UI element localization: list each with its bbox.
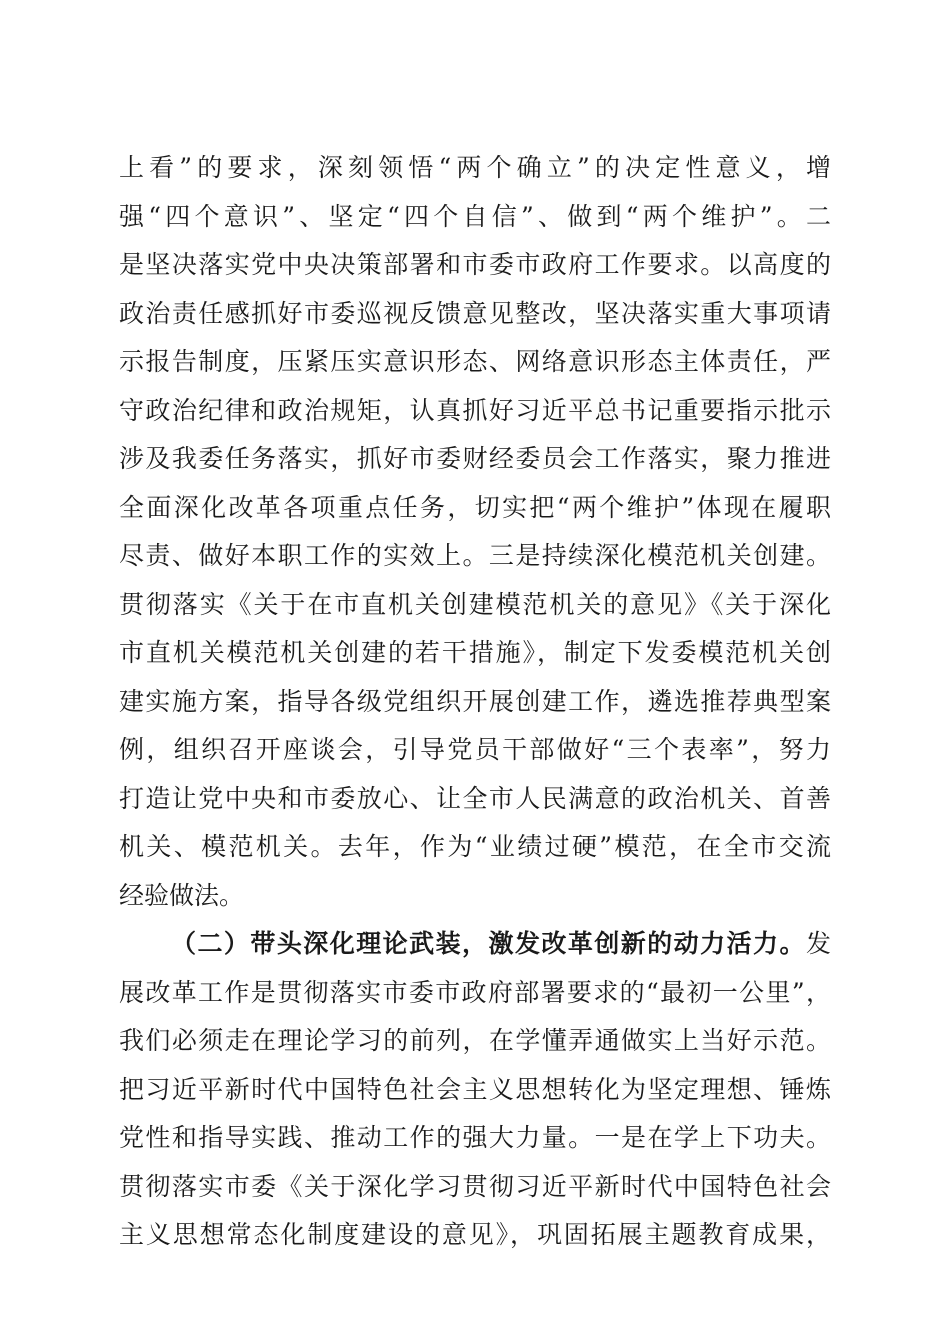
paragraph-1	[119, 144, 831, 920]
paragraph-2	[119, 920, 831, 1260]
text-line: 打造让党中央和市委放心、让全市人民满意的政治机关、首善	[119, 783, 831, 813]
text-line: 党性和指导实践、推动工作的强大力量。一是在学上下功夫。	[119, 1123, 831, 1152]
text-line: 守政治纪律和政治规矩，认真抓好习近平总书记重要指示批示	[119, 395, 831, 425]
text-line: 把习近平新时代中国特色社会主义思想转化为坚定理想、锤炼	[119, 1074, 831, 1104]
text-line: 示报告制度，压紧压实意识形态、网络意识形态主体责任，严	[119, 347, 831, 376]
text-fragment: 发	[805, 929, 831, 958]
text-line: 机关、模范机关。去年，作为“业绩过硬”模范，在全市交流	[119, 832, 831, 861]
text-line: 市直机关模范机关创建的若干措施》，制定下发委模范机关创	[119, 638, 831, 667]
text-line: 例，组织召开座谈会，引导党员干部做好“三个表率”，努力	[119, 735, 831, 764]
text-line: 尽责、做好本职工作的实效上。三是持续深化模范机关创建。	[119, 541, 831, 570]
text-line: 贯彻落实《关于在市直机关创建模范机关的意见》《关于深化	[119, 589, 831, 619]
text-line: 展改革工作是贯彻落实市委市政府部署要求的“最初一公里”，	[119, 977, 831, 1007]
text-line: 政治责任感抓好市委巡视反馈意见整改，坚决落实重大事项请	[119, 298, 831, 328]
section-heading-line	[119, 920, 831, 969]
text-line: 我们必须走在理论学习的前列，在学懂弄通做实上当好示范。	[119, 1026, 831, 1055]
text-line: 强“四个意识”、坚定“四个自信”、做到“两个维护”。二	[119, 201, 831, 231]
text-line: 全面深化改革各项重点任务，切实把“两个维护”体现在履职	[119, 492, 831, 522]
text-line: 是坚决落实党中央决策部署和市委市政府工作要求。以高度的	[119, 250, 831, 279]
text-line: 贯彻落实市委《关于深化学习贯彻习近平新时代中国特色社会	[119, 1171, 831, 1201]
text-line: 经验做法。	[119, 880, 245, 910]
text-line: 主义思想常态化制度建设的意见》，巩固拓展主题教育成果，	[119, 1220, 831, 1249]
body-text	[119, 144, 831, 1260]
text-line: 建实施方案，指导各级党组织开展创建工作，遴选推荐典型案	[119, 686, 831, 716]
text-line: 涉及我委任务落实，抓好市委财经委员会工作落实，聚力推进	[119, 444, 831, 473]
text-line: 上看”的要求，深刻领悟“两个确立”的决定性意义，增	[119, 153, 831, 182]
section-heading: （二）带头深化理论武装，激发改革创新的动力活力。	[171, 929, 806, 958]
